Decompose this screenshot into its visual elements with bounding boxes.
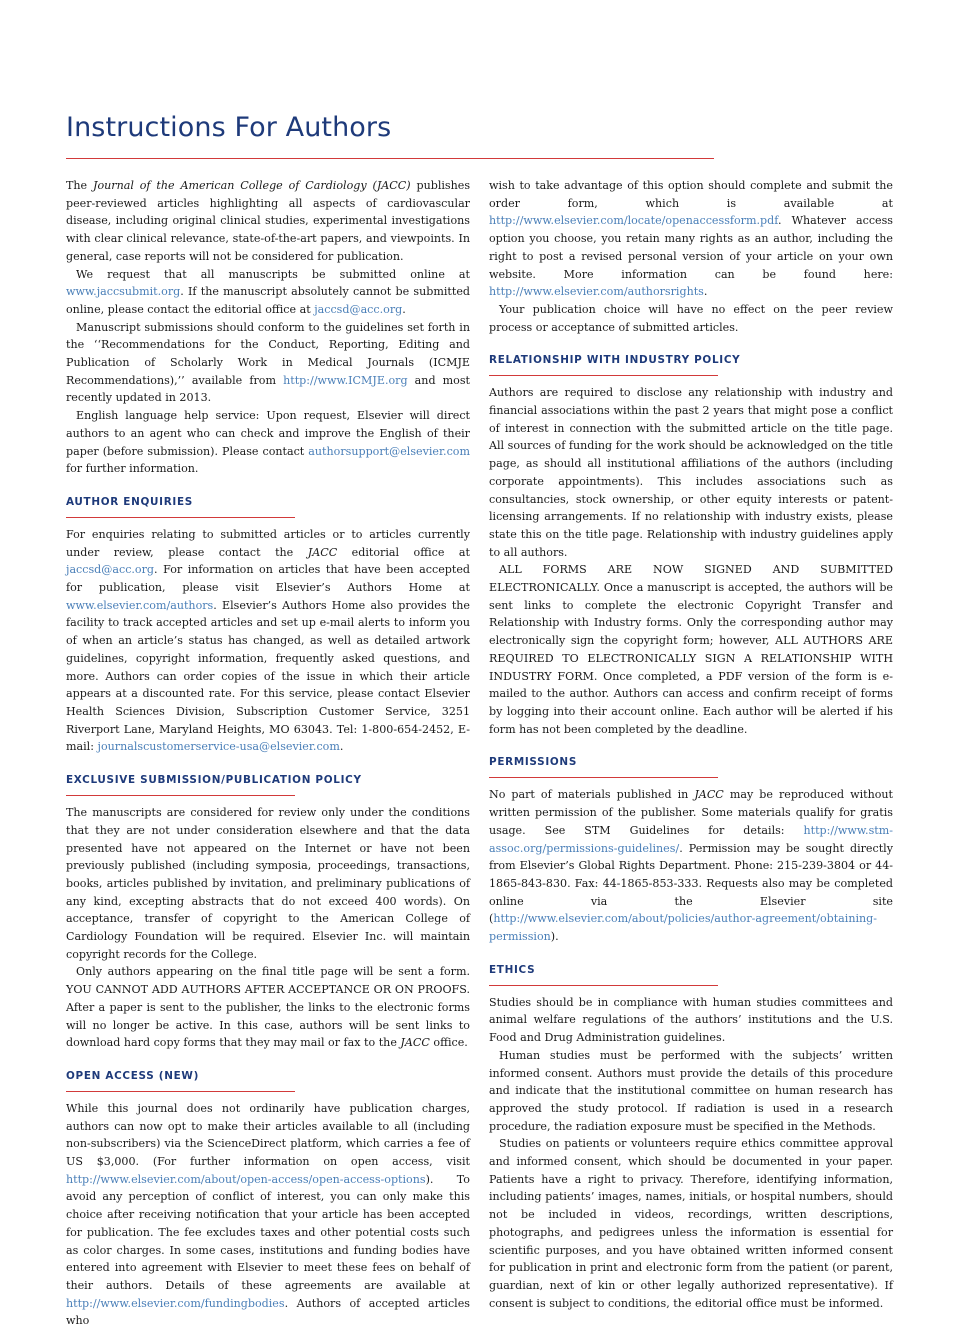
- left-column: [66, 177, 470, 1330]
- authors-home-link[interactable]: www.elsevier.com/authors: [66, 598, 214, 612]
- ethics-heading: ETHICS: [489, 962, 893, 986]
- title-divider: [66, 158, 714, 159]
- obtaining-permission-link[interactable]: http://www.elsevier.com/about/policies/author-agreement/obtaining-permission: [489, 912, 878, 944]
- permissions-heading: PERMISSIONS: [489, 754, 893, 778]
- ethics-paragraph-2: Human studies must be performed with the subjects’ written informed consent. Authors must provide the details of this procedure and indicate that the institutional committee on human research has approved the study protocol. If radiation is used in a research procedure, the radiation exposure must be specified in the Methods.: [489, 1048, 893, 1133]
- journal-name: Journal of the American College of Cardiology (JACC): [93, 179, 411, 192]
- open-access-heading: OPEN ACCESS (NEW): [66, 1068, 470, 1092]
- ethics-paragraph-1: Studies should be in compliance with human studies committees and animal welfare regulations of the authors’ institutions and the U.S. Food and Drug Administration guidelines.: [489, 995, 893, 1045]
- exclusive-paragraph-1: The manuscripts are considered for review only under the conditions that they are not under consideration elsewhere and that the data presented have not appeared on the Internet or have not been previously published (including symposia, proceedings, transactions, books, articles published by invitation, and preliminary publications of any kind, excepting abstracts that do not exceed 400 words). On acceptance, transfer of copyright to the American College of Cardiology Foundation will be required. Elsevier Inc. will maintain copyright records for the College.: [66, 806, 470, 961]
- guidelines-paragraph: Manuscript submissions should conform to the guidelines set forth in the ‘‘Recommendations for the Conduct, Reporting, Editing and Publication of Scholarly Work in Medical Journals (ICMJE Recommendations),’’ available from http://www.ICMJE.org and most recently updated in 2013.: [66, 320, 471, 405]
- page-title: Instructions For Authors: [66, 112, 392, 143]
- open-access-form-link[interactable]: http://www.elsevier.com/locate/openaccessform.pdf: [489, 214, 778, 228]
- enquiries-paragraph: For enquiries relating to submitted articles or to articles currently under review, please contact the JACC editorial office at jaccsd@acc.org. For information on articles that have been accepted for publication, please visit Elsevier’s Authors Home at www.elsevier.com/authors. Elsevier’s Authors Home also provides the facility to track accepted articles and set up e-mail alerts to inform you of when an article’s status has changed, as well as detailed artwork guidelines, copyright information, frequently asked questions, and more. Authors can order copies of the issue in which their article appears at a discounted rate. For this service, please contact Elsevier Health Sciences Division, Subscription Customer Service, 3251 Riverport Lane, Maryland Heights, MO 63043. Tel: 1-800-654-2452, E-mail: journalscustomerservice-usa@elsevier.com.: [66, 527, 471, 754]
- authorsupport-email-link[interactable]: authorsupport@elsevier.com: [308, 444, 470, 458]
- customer-service-email-link[interactable]: journalscustomerservice-usa@elsevier.com: [97, 740, 340, 754]
- open-access-paragraph: While this journal does not ordinarily have publication charges, authors can now opt to make their articles available to all (including non-subscribers) via the ScienceDirect platform, which carries a fee of US $3,000. (For further information on open access, visit http://www.elsevier.com/about/open-access/open-access-options). To avoid any perception of conflict of interest, you can only make this choice after receiving notification that your article has been accepted for publication. The fee excludes taxes and other potential costs such as color charges. In some cases, institutions and funding bodies have entered into agreement with Elsevier to meet these fees on behalf of their authors. Details of these agreements are available at http://www.elsevier.com/fundingbodies. Authors of accepted articles who: [66, 1101, 470, 1328]
- stm-guidelines-link[interactable]: http://www.stm-assoc.org/permissions-guidelines/: [489, 823, 893, 855]
- editorial-email-link[interactable]: jaccsd@acc.org: [314, 302, 403, 316]
- icmje-link[interactable]: http://www.ICMJE.org: [283, 373, 408, 387]
- exclusive-paragraph-2: Only authors appearing on the final title page will be sent a form. YOU CANNOT ADD AUTHORS AFTER ACCEPTANCE OR ON PROOFS. After a paper is sent to the publisher, the links to the electronic forms will no longer be active. In this case, authors will be sent links to download hard copy forms that they may mail or fax to the JACC office.: [66, 965, 470, 1050]
- language-help-paragraph: English language help service: Upon request, Elsevier will direct authors to an agent who can check and improve the English of their paper (before submission). Please contact authorsupport@elsevier.com for further information.: [66, 409, 470, 476]
- open-access-options-link[interactable]: http://www.elsevier.com/about/open-access/open-access-options: [66, 1172, 426, 1186]
- open-access-continued: wish to take advantage of this option should complete and submit the order form, which is available at http://www.elsevier.com/locate/openaccessform.pdf. Whatever access option you choose, you retain many rights as an author, including the right to post a revised personal version of your article on your own website. More information can be found here: http://www.elsevier.com/authorsrights.: [489, 179, 893, 299]
- publication-choice-paragraph: Your publication choice will have no effect on the peer review process or acceptance of submitted articles.: [489, 302, 893, 334]
- authors-rights-link[interactable]: http://www.elsevier.com/authorsrights: [489, 285, 704, 299]
- exclusive-submission-heading: EXCLUSIVE SUBMISSION/PUBLICATION POLICY: [66, 772, 470, 796]
- jaccsubmit-link[interactable]: www.jaccsubmit.org: [66, 285, 181, 299]
- intro-paragraph: The Journal of the American College of Cardiology (JACC) publishes peer-reviewed articles highlighting all aspects of cardiovascular disease, including original clinical studies, experimental investigations with clear clinical relevance, state-of-the-art papers, and viewpoints. In general, case reports will not be considered for publication.: [66, 179, 471, 263]
- industry-relationship-heading: RELATIONSHIP WITH INDUSTRY POLICY: [489, 352, 893, 376]
- jaccsd-email-link[interactable]: jaccsd@acc.org: [66, 563, 155, 577]
- permissions-paragraph: No part of materials published in JACC may be reproduced without written permission of the publisher. Some materials qualify for gratis usage. See STM Guidelines for details: http://www.stm-assoc.org/permissions-guidelines/. Permission may be sought directly from Elsevier’s Global Rights Department. Phone: 215-239-3804 or 44-1865-843-830. Fax: 44-1865-853-333. Requests also may be completed online via the Elsevier site (http://www.elsevier.com/about/policies/author-agreement/obtaining-permission).: [489, 788, 894, 944]
- industry-paragraph-2: ALL FORMS ARE NOW SIGNED AND SUBMITTED ELECTRONICALLY. Once a manuscript is accepted, the authors will be sent links to complete the electronic Copyright Transfer and Relationship with Industry forms. Only the corresponding author may electronically sign the copyright form; however, ALL AUTHORS ARE REQUIRED TO ELECTRONICALLY SIGN A RELATIONSHIP WITH INDUSTRY FORM. Once completed, a PDF version of the form is e-mailed to the author. Authors can access and confirm receipt of forms by logging into their account online. Each author will be alerted if his form has not been completed by the deadline.: [489, 563, 893, 736]
- industry-paragraph-1: Authors are required to disclose any relationship with industry and financial associations within the past 2 years that might pose a conflict of interest in connection with the submitted article on the title page. All sources of funding for the work should be acknowledged on the title page, as should all institutional affiliations of the authors (including corporate appointments). This includes associations such as consultancies, stock ownership, or other equity interests or patent-licensing arrangements. If no relationship with industry exists, please state this on the title page. Relationship with industry guidelines apply to all authors.: [489, 386, 893, 559]
- author-enquiries-heading: AUTHOR ENQUIRIES: [66, 494, 470, 518]
- right-column: [489, 177, 893, 1312]
- funding-bodies-link[interactable]: http://www.elsevier.com/fundingbodies: [66, 1296, 285, 1310]
- submission-paragraph: We request that all manuscripts be submitted online at www.jaccsubmit.org. If the manuscript absolutely cannot be submitted online, please contact the editorial office at jaccsd@acc.org.: [66, 267, 470, 316]
- ethics-paragraph-3: Studies on patients or volunteers require ethics committee approval and informed consent, which should be documented in your paper. Patients have a right to privacy. Therefore, identifying information, including patients’ images, names, initials, or hospital numbers, should not be included in videos, recordings, written descriptions, photographs, and pedigrees unless the information is essential for scientific purposes, and you have obtained written informed consent for publication in print and electronic form from the patient (or parent, guardian, next of kin or other legally authorized representative). If consent is subject to conditions, the editorial office must be informed.: [489, 1137, 893, 1310]
